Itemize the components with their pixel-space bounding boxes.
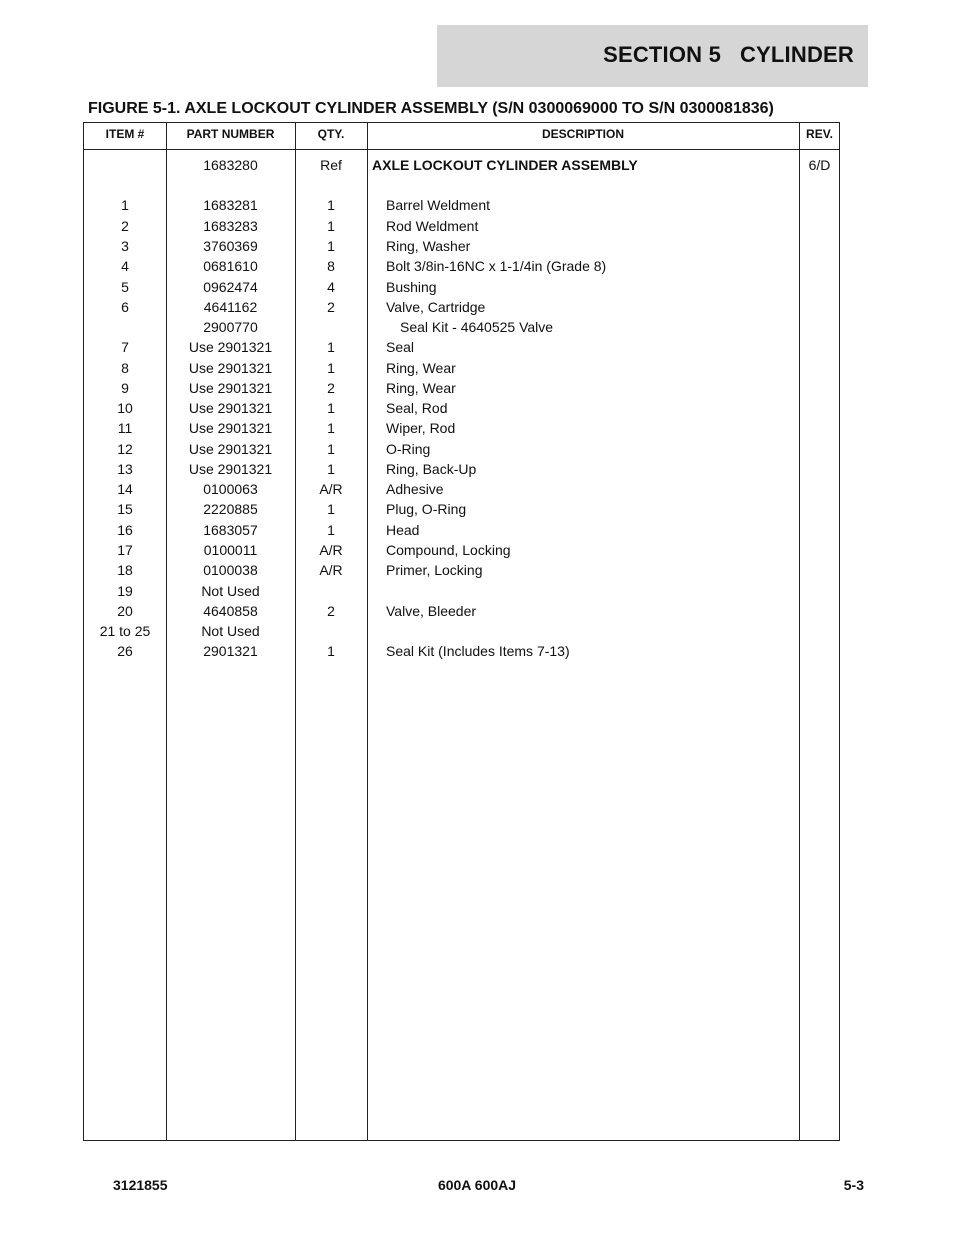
description-cell: Seal, Rod (386, 400, 448, 416)
description-cell: Ring, Back-Up (386, 461, 477, 477)
table-row (84, 623, 839, 643)
description-cell: Valve, Cartridge (386, 299, 486, 315)
quantity-cell: A/R (319, 481, 343, 497)
table-row (84, 522, 839, 542)
item-number-cell: 7 (121, 339, 129, 355)
part-number-cell: 0962474 (203, 279, 258, 295)
item-number-cell: 14 (117, 481, 133, 497)
quantity-cell: 1 (327, 400, 335, 416)
description-cell: Head (386, 522, 420, 538)
table-row (84, 279, 839, 299)
table-row (84, 197, 839, 217)
description-cell: Primer, Locking (386, 562, 483, 578)
quantity-cell: 4 (327, 279, 335, 295)
quantity-cell: A/R (319, 542, 343, 558)
table-row (84, 400, 839, 420)
part-number-cell: Use 2901321 (188, 461, 273, 477)
part-number-cell: 4641162 (203, 299, 258, 315)
quantity-cell: 1 (327, 420, 335, 436)
item-number-cell: 11 (117, 420, 133, 436)
quantity-cell: 2 (327, 380, 335, 396)
item-number-cell: 15 (117, 501, 133, 517)
column-header-qty: QTY. (317, 127, 345, 141)
part-number-cell: Use 2901321 (188, 360, 273, 376)
part-number-cell: Not Used (201, 583, 260, 599)
quantity-cell: 1 (327, 643, 335, 659)
quantity-cell: 1 (327, 339, 335, 355)
description-cell: Bolt 3/8in-16NC x 1-1/4in (Grade 8) (386, 258, 607, 274)
column-header-rev: REV. (806, 127, 833, 141)
parts-table (83, 122, 840, 1141)
table-row (84, 360, 839, 380)
section-title: SECTION 5 CYLINDER (603, 42, 854, 67)
quantity-cell: 1 (327, 461, 335, 477)
quantity-cell: 1 (327, 238, 335, 254)
footer-model: 600A 600AJ (437, 1177, 517, 1193)
header-divider (84, 149, 839, 150)
quantity-cell: 1 (327, 522, 335, 538)
item-number-cell: 10 (117, 400, 133, 416)
column-header-description: DESCRIPTION (541, 127, 624, 141)
description-cell: Wiper, Rod (386, 420, 456, 436)
quantity-cell: 1 (327, 360, 335, 376)
part-number-cell: 0100038 (203, 562, 258, 578)
part-number-cell: 1683057 (203, 522, 258, 538)
item-number-cell: 6 (121, 299, 129, 315)
description-cell: AXLE LOCKOUT CYLINDER ASSEMBLY (372, 157, 638, 173)
description-cell: Seal Kit (Includes Items 7-13) (386, 643, 570, 659)
footer-doc-number: 3121855 (113, 1177, 168, 1193)
description-cell: Ring, Washer (386, 238, 471, 254)
table-row (84, 583, 839, 603)
table-row (84, 258, 839, 278)
part-number-cell: 2900770 (203, 319, 258, 335)
part-number-cell: 2901321 (203, 643, 258, 659)
quantity-cell: 1 (327, 218, 335, 234)
description-cell: Seal Kit - 4640525 Valve (400, 319, 554, 335)
part-number-cell: 0100011 (203, 542, 258, 558)
description-cell: Ring, Wear (386, 380, 456, 396)
table-row (84, 441, 839, 461)
description-cell: Compound, Locking (386, 542, 511, 558)
part-number-cell: 1683281 (203, 197, 258, 213)
table-row (84, 542, 839, 562)
quantity-cell: 2 (327, 603, 335, 619)
item-number-cell: 21 to 25 (99, 623, 151, 639)
section-banner (437, 25, 868, 87)
description-cell: Barrel Weldment (386, 197, 491, 213)
table-row (84, 339, 839, 359)
figure-title: FIGURE 5-1. AXLE LOCKOUT CYLINDER ASSEMBLY (S/N 0300069000 TO S/N 0300081836) (88, 100, 774, 117)
item-number-cell: 13 (117, 461, 133, 477)
item-number-cell: 4 (121, 258, 129, 274)
item-number-cell: 5 (121, 279, 129, 295)
part-number-cell: Use 2901321 (188, 420, 273, 436)
table-row (84, 157, 839, 177)
part-number-cell: 4640858 (203, 603, 258, 619)
quantity-cell: 1 (327, 441, 335, 457)
description-cell: Ring, Wear (386, 360, 456, 376)
item-number-cell: 26 (117, 643, 133, 659)
part-number-cell: Use 2901321 (188, 441, 273, 457)
table-row (84, 299, 839, 319)
table-row (84, 218, 839, 238)
part-number-cell: Use 2901321 (188, 339, 273, 355)
quantity-cell: 8 (327, 258, 335, 274)
table-row (84, 501, 839, 521)
table-row (84, 238, 839, 258)
footer-page-number: 5-3 (843, 1177, 864, 1193)
part-number-cell: 0681610 (203, 258, 258, 274)
quantity-cell: 1 (327, 197, 335, 213)
quantity-cell: 2 (327, 299, 335, 315)
item-number-cell: 17 (117, 542, 133, 558)
revision-cell: 6/D (808, 157, 831, 173)
item-number-cell: 16 (117, 522, 133, 538)
quantity-cell: Ref (320, 157, 342, 173)
item-number-cell: 9 (121, 380, 129, 396)
table-row (84, 603, 839, 623)
item-number-cell: 2 (121, 218, 129, 234)
item-number-cell: 8 (121, 360, 129, 376)
part-number-cell: 2220885 (203, 501, 258, 517)
item-number-cell: 12 (117, 441, 133, 457)
description-cell: O-Ring (386, 441, 431, 457)
table-row (84, 562, 839, 582)
quantity-cell: 1 (327, 501, 335, 517)
table-row (84, 380, 839, 400)
part-number-cell: 0100063 (203, 481, 258, 497)
part-number-cell: 1683283 (203, 218, 258, 234)
description-cell: Adhesive (386, 481, 444, 497)
description-cell: Plug, O-Ring (386, 501, 467, 517)
column-header-item: ITEM # (105, 127, 145, 141)
table-row (84, 420, 839, 440)
item-number-cell: 1 (121, 197, 129, 213)
table-row (84, 643, 839, 663)
part-number-cell: Use 2901321 (188, 380, 273, 396)
part-number-cell: Use 2901321 (188, 400, 273, 416)
description-cell: Seal (386, 339, 415, 355)
column-header-part-number: PART NUMBER (186, 127, 275, 141)
description-cell: Rod Weldment (386, 218, 479, 234)
part-number-cell: Not Used (201, 623, 260, 639)
quantity-cell: A/R (319, 562, 343, 578)
table-row (84, 481, 839, 501)
item-number-cell: 19 (117, 583, 133, 599)
table-row (84, 319, 839, 339)
item-number-cell: 3 (121, 238, 129, 254)
item-number-cell: 18 (117, 562, 133, 578)
item-number-cell: 20 (117, 603, 133, 619)
description-cell: Valve, Bleeder (386, 603, 477, 619)
part-number-cell: 3760369 (203, 238, 258, 254)
table-row (84, 461, 839, 481)
description-cell: Bushing (386, 279, 437, 295)
part-number-cell: 1683280 (203, 157, 258, 173)
